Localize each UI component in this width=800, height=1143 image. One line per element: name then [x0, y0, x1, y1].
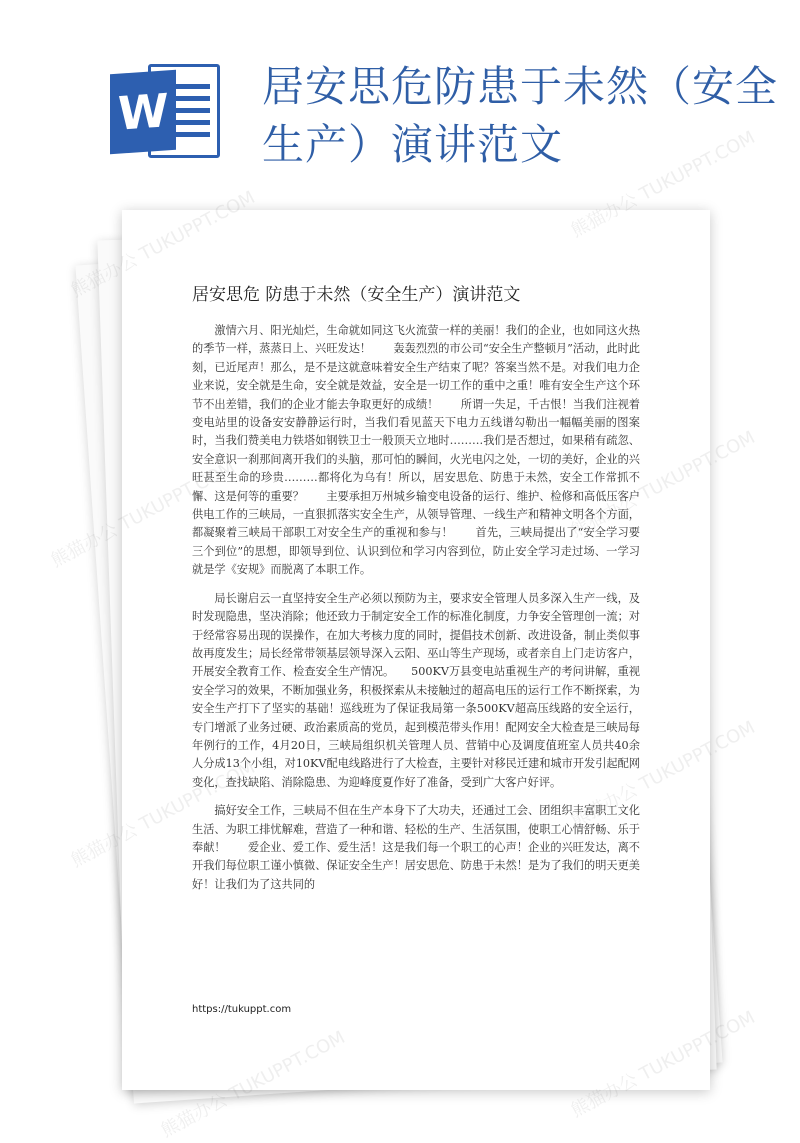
watermark: 熊猫办公 TUKUPPT.COM [567, 126, 759, 242]
header [0, 0, 800, 200]
document-title: 居安思危 防患于未然（安全生产）演讲范文 [192, 285, 521, 305]
document-page [122, 210, 710, 1090]
watermark: 熊猫办公 [567, 1069, 642, 1122]
document-body [192, 322, 640, 904]
word-badge: W [110, 70, 176, 155]
paragraph: 搞好安全工作，三峡局不但在生产本身下了大功夫，还通过工会、团组织丰富职工文化生活、为职工排忧解难，营造了一种和谐、轻松的生产、生活氛围，使职工心情舒畅、乐于奉献！ 爱企业、爱工作、爱生活！这是我们每一个职工的心声！企业的兴旺发达，离不开我们每位职工谨小慎微、保证安全生产！居安思危、防患于未然！是为了我们的明天更美好！让我们为了这共同的 [192, 804, 640, 891]
watermark: 熊猫办公 [47, 519, 122, 572]
paragraph: 局长谢启云一直坚持安全生产必须以预防为主，要求安全管理人员多深入生产一线，及时发现隐患，坚决消除；他还致力于制定安全工作的标准化制度，力争安全管理创一流；对于经常容易出现的误操作，在加大考核力度的同时，提倡技术创新、改进设备，制止类似事故再度发生；局长经常带领基层领导深入云阳、巫山等生产现场，或者亲自上门走访客户，开展安全教育工作、检查安全生产情况。 500KV万县变电站重视生产的考问讲解，重视安全学习的效果，不断加强业务，积极探索从未接触过的超高电压的运行工作不断探索，为安全生产打下了坚实的基础！巡线班为了保证我局第一条500KV超高压线路的安全运行，专门增派了业务过硬、政治素质高的党员，起到模范带头作用！配网安全大检查是三峡局每年例行的工作，4月20日，三峡局组织机关管理人员、营销中心及调度值班室人员共40余人分成13个小组，对10KV配电线路进行了大检查，主要针对移民迁建和城市开发引起配网变化，查找缺陷、消除隐患、为迎峰度夏作好了准备，受到广大客户好评。 [192, 591, 640, 789]
footer-url: https://tukuppt.com [192, 1004, 292, 1015]
page-title: 居安思危防患于未然（安全生产）演讲范文 [262, 62, 779, 169]
paragraph: 激情六月、阳光灿烂，生命就如同这飞火流萤一样的美丽！我们的企业，也如同这火热的季节一样，蒸蒸日上、兴旺发达！ 轰轰烈烈的市公司“安全生产整顿月”活动，此时此刻，已近尾声！那么，是不是这就意味着安全生产结束了呢？答案当然不是。对我们电力企业来说，安全就是生命，安全就是效益，安全是一切工作的重中之重！唯有安全生产这个环节不出差错，我们的企业才能去争取更好的成绩！ 所谓一失足，千古恨！当我们注视着变电站里的设备安安静静运行时，当我们看见蓝天下电力五线谱勾勒出一幅幅美丽的图案时，当我们赞美电力铁塔如钢铁卫士一般顶天立地时………我们是否想过，如果稍有疏忽、安全意识一刹那间离开我们的头脑，那可怕的瞬间，火光电闪之处，一切的美好，企业的兴旺甚至生命的珍贵………都将化为乌有！所以，居安思危、防患于未然，安全工作常抓不懈、这是何等的重要？ 主要承担万州城乡输变电设备的运行、维护、检修和高低压客户供电工作的三峡局，一直狠抓落实安全生产，从领导管理、一线生产和精神文明各个方面，都凝聚着三峡局干部职工对安全生产的重视和参与！ 首先，三峡局提出了“安全学习要三个到位”的思想，即领导到位、认识到位和学习内容到位，防止安全学习走过场、一学习就是学《安规》而脱离了本职工作。 [192, 324, 640, 577]
word-document-icon [110, 62, 225, 162]
watermark: 熊猫办公 [67, 819, 142, 872]
